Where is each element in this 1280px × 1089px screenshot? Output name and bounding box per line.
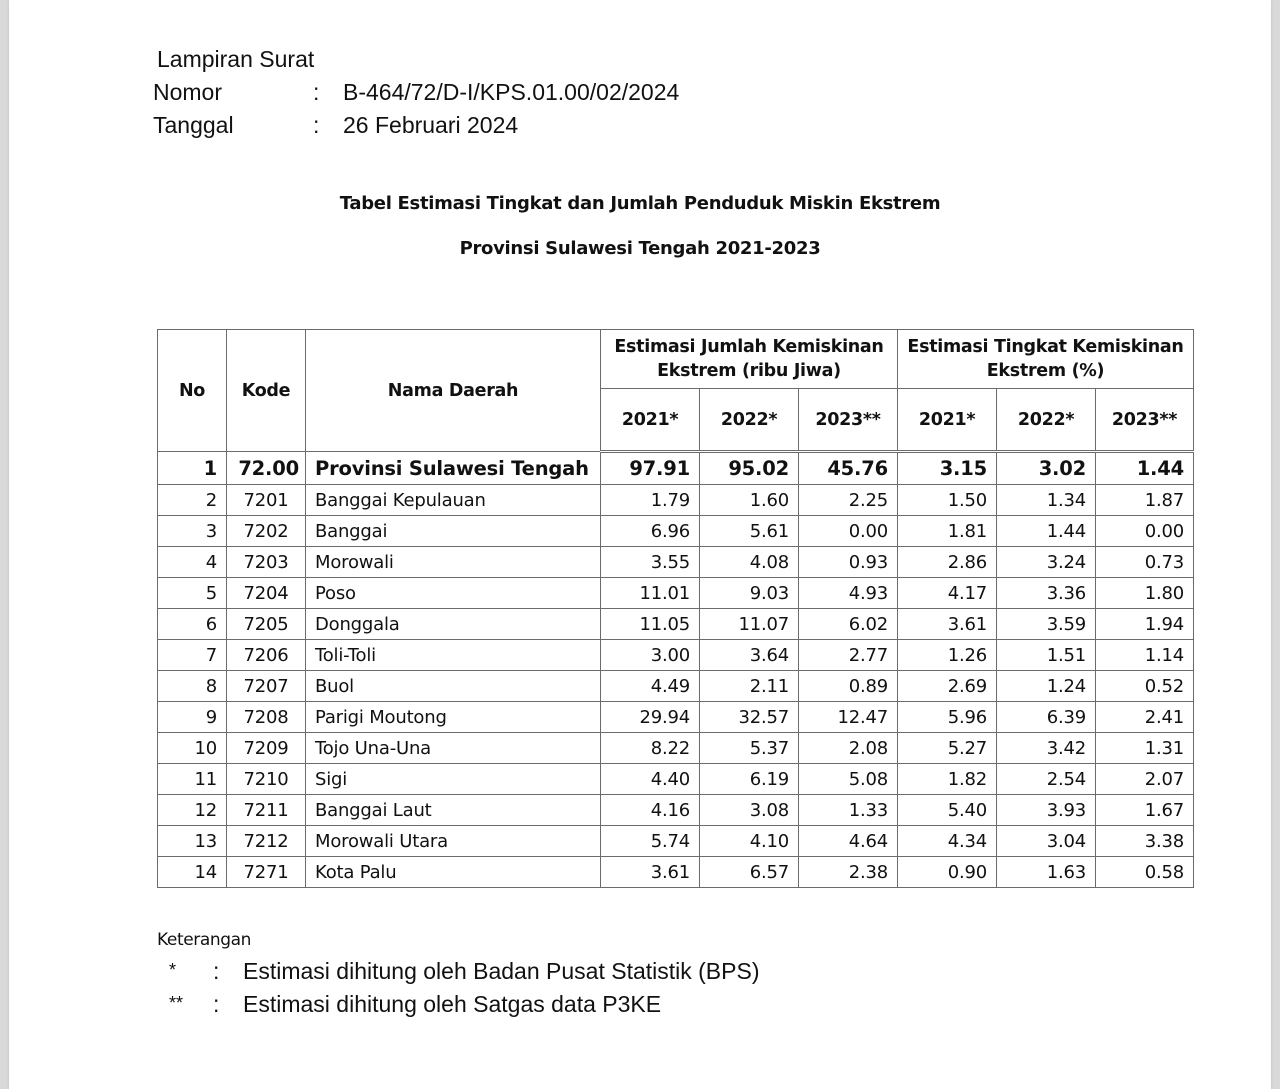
letter-title: Lampiran Surat <box>157 46 315 72</box>
header-jumlah-2023: 2023** <box>799 389 898 452</box>
cell-jumlah-2021: 11.05 <box>601 609 700 640</box>
header-group-tingkat-line2: Ekstrem (%) <box>986 361 1105 381</box>
cell-jumlah-2022: 32.57 <box>700 702 799 733</box>
cell-jumlah-2023: 0.89 <box>799 671 898 702</box>
header-tingkat-2022: 2022* <box>997 389 1096 452</box>
cell-nama-daerah: Buol <box>306 671 601 702</box>
cell-nama-daerah: Donggala <box>306 609 601 640</box>
cell-tingkat-2023: 1.44 <box>1096 452 1194 485</box>
cell-no: 7 <box>158 640 227 671</box>
cell-tingkat-2023: 1.80 <box>1096 578 1194 609</box>
cell-kode: 7208 <box>227 702 306 733</box>
cell-nama-daerah: Toli-Toli <box>306 640 601 671</box>
field-label: Tanggal <box>153 112 234 138</box>
cell-tingkat-2021: 2.69 <box>898 671 997 702</box>
cell-jumlah-2021: 6.96 <box>601 516 700 547</box>
table-row <box>158 516 1194 547</box>
table-row <box>158 702 1194 733</box>
cell-tingkat-2021: 5.27 <box>898 733 997 764</box>
cell-kode: 72.00 <box>227 452 306 485</box>
cell-tingkat-2021: 0.90 <box>898 857 997 888</box>
cell-kode: 7206 <box>227 640 306 671</box>
cell-jumlah-2022: 9.03 <box>700 578 799 609</box>
header-group-jumlah <box>601 330 898 389</box>
cell-jumlah-2021: 4.40 <box>601 764 700 795</box>
header-jumlah-2022: 2022* <box>700 389 799 452</box>
cell-no: 9 <box>158 702 227 733</box>
cell-no: 14 <box>158 857 227 888</box>
cell-tingkat-2023: 1.87 <box>1096 485 1194 516</box>
cell-jumlah-2023: 4.64 <box>799 826 898 857</box>
header-tingkat-2021: 2021* <box>898 389 997 452</box>
cell-jumlah-2023: 2.25 <box>799 485 898 516</box>
cell-jumlah-2022: 95.02 <box>700 452 799 485</box>
cell-no: 4 <box>158 547 227 578</box>
cell-tingkat-2022: 1.44 <box>997 516 1096 547</box>
cell-tingkat-2023: 1.14 <box>1096 640 1194 671</box>
header-group-jumlah-line2: Ekstrem (ribu Jiwa) <box>657 361 841 381</box>
cell-jumlah-2023: 45.76 <box>799 452 898 485</box>
field-colon: : <box>313 79 320 105</box>
cell-jumlah-2023: 2.77 <box>799 640 898 671</box>
note-colon: : <box>213 958 220 984</box>
table-subtitle: Provinsi Sulawesi Tengah 2021-2023 <box>459 238 821 259</box>
cell-tingkat-2023: 0.58 <box>1096 857 1194 888</box>
table-row <box>158 671 1194 702</box>
cell-tingkat-2023: 1.67 <box>1096 795 1194 826</box>
cell-tingkat-2023: 0.73 <box>1096 547 1194 578</box>
table-row <box>158 547 1194 578</box>
cell-tingkat-2021: 4.34 <box>898 826 997 857</box>
header-group-jumlah-line1: Estimasi Jumlah Kemiskinan <box>614 337 884 357</box>
table-title: Tabel Estimasi Tingkat dan Jumlah Penduduk Miskin Ekstrem <box>339 193 941 214</box>
cell-jumlah-2021: 1.79 <box>601 485 700 516</box>
header-row-group <box>158 330 1194 389</box>
cell-nama-daerah: Banggai <box>306 516 601 547</box>
cell-tingkat-2022: 3.02 <box>997 452 1096 485</box>
cell-kode: 7205 <box>227 609 306 640</box>
table-row <box>158 578 1194 609</box>
cell-jumlah-2021: 3.55 <box>601 547 700 578</box>
table-row <box>158 764 1194 795</box>
cell-tingkat-2022: 3.93 <box>997 795 1096 826</box>
document-page <box>9 0 1271 1089</box>
header-group-tingkat-line1: Estimasi Tingkat Kemiskinan <box>907 337 1184 357</box>
cell-jumlah-2021: 97.91 <box>601 452 700 485</box>
cell-tingkat-2021: 2.86 <box>898 547 997 578</box>
cell-no: 2 <box>158 485 227 516</box>
cell-no: 13 <box>158 826 227 857</box>
cell-jumlah-2021: 4.16 <box>601 795 700 826</box>
cell-tingkat-2022: 3.36 <box>997 578 1096 609</box>
cell-nama-daerah: Banggai Laut <box>306 795 601 826</box>
note-symbol: ** <box>169 993 184 1013</box>
cell-jumlah-2021: 5.74 <box>601 826 700 857</box>
note-symbol: * <box>169 960 177 980</box>
cell-nama-daerah: Morowali Utara <box>306 826 601 857</box>
note-text: Estimasi dihitung oleh Satgas data P3KE <box>243 991 662 1017</box>
cell-no: 3 <box>158 516 227 547</box>
table-row <box>158 795 1194 826</box>
cell-no: 10 <box>158 733 227 764</box>
note-colon: : <box>213 991 220 1017</box>
cell-kode: 7209 <box>227 733 306 764</box>
cell-jumlah-2021: 4.49 <box>601 671 700 702</box>
cell-tingkat-2023: 3.38 <box>1096 826 1194 857</box>
table-row <box>158 857 1194 888</box>
cell-tingkat-2022: 1.34 <box>997 485 1096 516</box>
cell-kode: 7211 <box>227 795 306 826</box>
cell-no: 6 <box>158 609 227 640</box>
cell-tingkat-2021: 4.17 <box>898 578 997 609</box>
cell-jumlah-2023: 5.08 <box>799 764 898 795</box>
cell-tingkat-2021: 5.96 <box>898 702 997 733</box>
cell-jumlah-2022: 4.08 <box>700 547 799 578</box>
cell-tingkat-2023: 0.00 <box>1096 516 1194 547</box>
cell-jumlah-2022: 6.57 <box>700 857 799 888</box>
cell-kode: 7202 <box>227 516 306 547</box>
cell-jumlah-2023: 0.00 <box>799 516 898 547</box>
table-row <box>158 609 1194 640</box>
cell-jumlah-2023: 6.02 <box>799 609 898 640</box>
cell-tingkat-2021: 5.40 <box>898 795 997 826</box>
cell-tingkat-2023: 0.52 <box>1096 671 1194 702</box>
poverty-table <box>157 329 1194 888</box>
header-no: No <box>158 330 227 452</box>
cell-tingkat-2022: 3.42 <box>997 733 1096 764</box>
cell-jumlah-2022: 3.64 <box>700 640 799 671</box>
cell-nama-daerah: Banggai Kepulauan <box>306 485 601 516</box>
field-value: 26 Februari 2024 <box>343 112 519 138</box>
header-group-tingkat <box>898 330 1194 389</box>
table-row <box>158 485 1194 516</box>
cell-jumlah-2022: 4.10 <box>700 826 799 857</box>
cell-tingkat-2022: 3.04 <box>997 826 1096 857</box>
field-value: B-464/72/D-I/KPS.01.00/02/2024 <box>343 79 680 105</box>
cell-nama-daerah: Sigi <box>306 764 601 795</box>
cell-jumlah-2022: 1.60 <box>700 485 799 516</box>
cell-kode: 7271 <box>227 857 306 888</box>
cell-jumlah-2022: 3.08 <box>700 795 799 826</box>
cell-kode: 7210 <box>227 764 306 795</box>
cell-tingkat-2021: 1.82 <box>898 764 997 795</box>
cell-tingkat-2022: 3.59 <box>997 609 1096 640</box>
header-kode: Kode <box>227 330 306 452</box>
cell-no: 1 <box>158 452 227 485</box>
cell-tingkat-2022: 2.54 <box>997 764 1096 795</box>
cell-tingkat-2021: 1.26 <box>898 640 997 671</box>
cell-tingkat-2021: 1.81 <box>898 516 997 547</box>
cell-tingkat-2022: 1.63 <box>997 857 1096 888</box>
cell-nama-daerah: Poso <box>306 578 601 609</box>
cell-no: 11 <box>158 764 227 795</box>
header-jumlah-2021: 2021* <box>601 389 700 452</box>
cell-nama-daerah: Parigi Moutong <box>306 702 601 733</box>
cell-jumlah-2021: 29.94 <box>601 702 700 733</box>
cell-tingkat-2021: 3.15 <box>898 452 997 485</box>
cell-jumlah-2021: 8.22 <box>601 733 700 764</box>
cell-tingkat-2023: 1.94 <box>1096 609 1194 640</box>
cell-tingkat-2021: 3.61 <box>898 609 997 640</box>
cell-no: 12 <box>158 795 227 826</box>
table-row <box>158 640 1194 671</box>
cell-jumlah-2022: 5.37 <box>700 733 799 764</box>
cell-tingkat-2023: 1.31 <box>1096 733 1194 764</box>
cell-tingkat-2023: 2.07 <box>1096 764 1194 795</box>
cell-jumlah-2023: 1.33 <box>799 795 898 826</box>
table-row-total <box>158 452 1194 485</box>
cell-no: 8 <box>158 671 227 702</box>
cell-tingkat-2021: 1.50 <box>898 485 997 516</box>
cell-kode: 7201 <box>227 485 306 516</box>
cell-tingkat-2022: 3.24 <box>997 547 1096 578</box>
cell-kode: 7203 <box>227 547 306 578</box>
cell-jumlah-2023: 2.38 <box>799 857 898 888</box>
cell-jumlah-2023: 12.47 <box>799 702 898 733</box>
cell-kode: 7207 <box>227 671 306 702</box>
cell-jumlah-2023: 2.08 <box>799 733 898 764</box>
field-label: Nomor <box>153 79 223 105</box>
cell-nama-daerah: Provinsi Sulawesi Tengah <box>306 452 601 485</box>
cell-jumlah-2022: 2.11 <box>700 671 799 702</box>
cell-jumlah-2023: 4.93 <box>799 578 898 609</box>
cell-tingkat-2023: 2.41 <box>1096 702 1194 733</box>
cell-kode: 7204 <box>227 578 306 609</box>
header-tingkat-2023: 2023** <box>1096 389 1194 452</box>
cell-tingkat-2022: 1.24 <box>997 671 1096 702</box>
cell-nama-daerah: Kota Palu <box>306 857 601 888</box>
notes-title: Keterangan <box>157 930 252 950</box>
note-text: Estimasi dihitung oleh Badan Pusat Statistik (BPS) <box>243 958 760 984</box>
cell-jumlah-2022: 6.19 <box>700 764 799 795</box>
cell-nama-daerah: Tojo Una-Una <box>306 733 601 764</box>
cell-tingkat-2022: 6.39 <box>997 702 1096 733</box>
table-row <box>158 826 1194 857</box>
field-colon: : <box>313 112 320 138</box>
cell-kode: 7212 <box>227 826 306 857</box>
cell-jumlah-2023: 0.93 <box>799 547 898 578</box>
cell-nama-daerah: Morowali <box>306 547 601 578</box>
cell-jumlah-2021: 3.00 <box>601 640 700 671</box>
cell-no: 5 <box>158 578 227 609</box>
cell-tingkat-2022: 1.51 <box>997 640 1096 671</box>
cell-jumlah-2022: 5.61 <box>700 516 799 547</box>
header-nama-daerah: Nama Daerah <box>306 330 601 452</box>
cell-jumlah-2021: 3.61 <box>601 857 700 888</box>
cell-jumlah-2021: 11.01 <box>601 578 700 609</box>
table-row <box>158 733 1194 764</box>
cell-jumlah-2022: 11.07 <box>700 609 799 640</box>
